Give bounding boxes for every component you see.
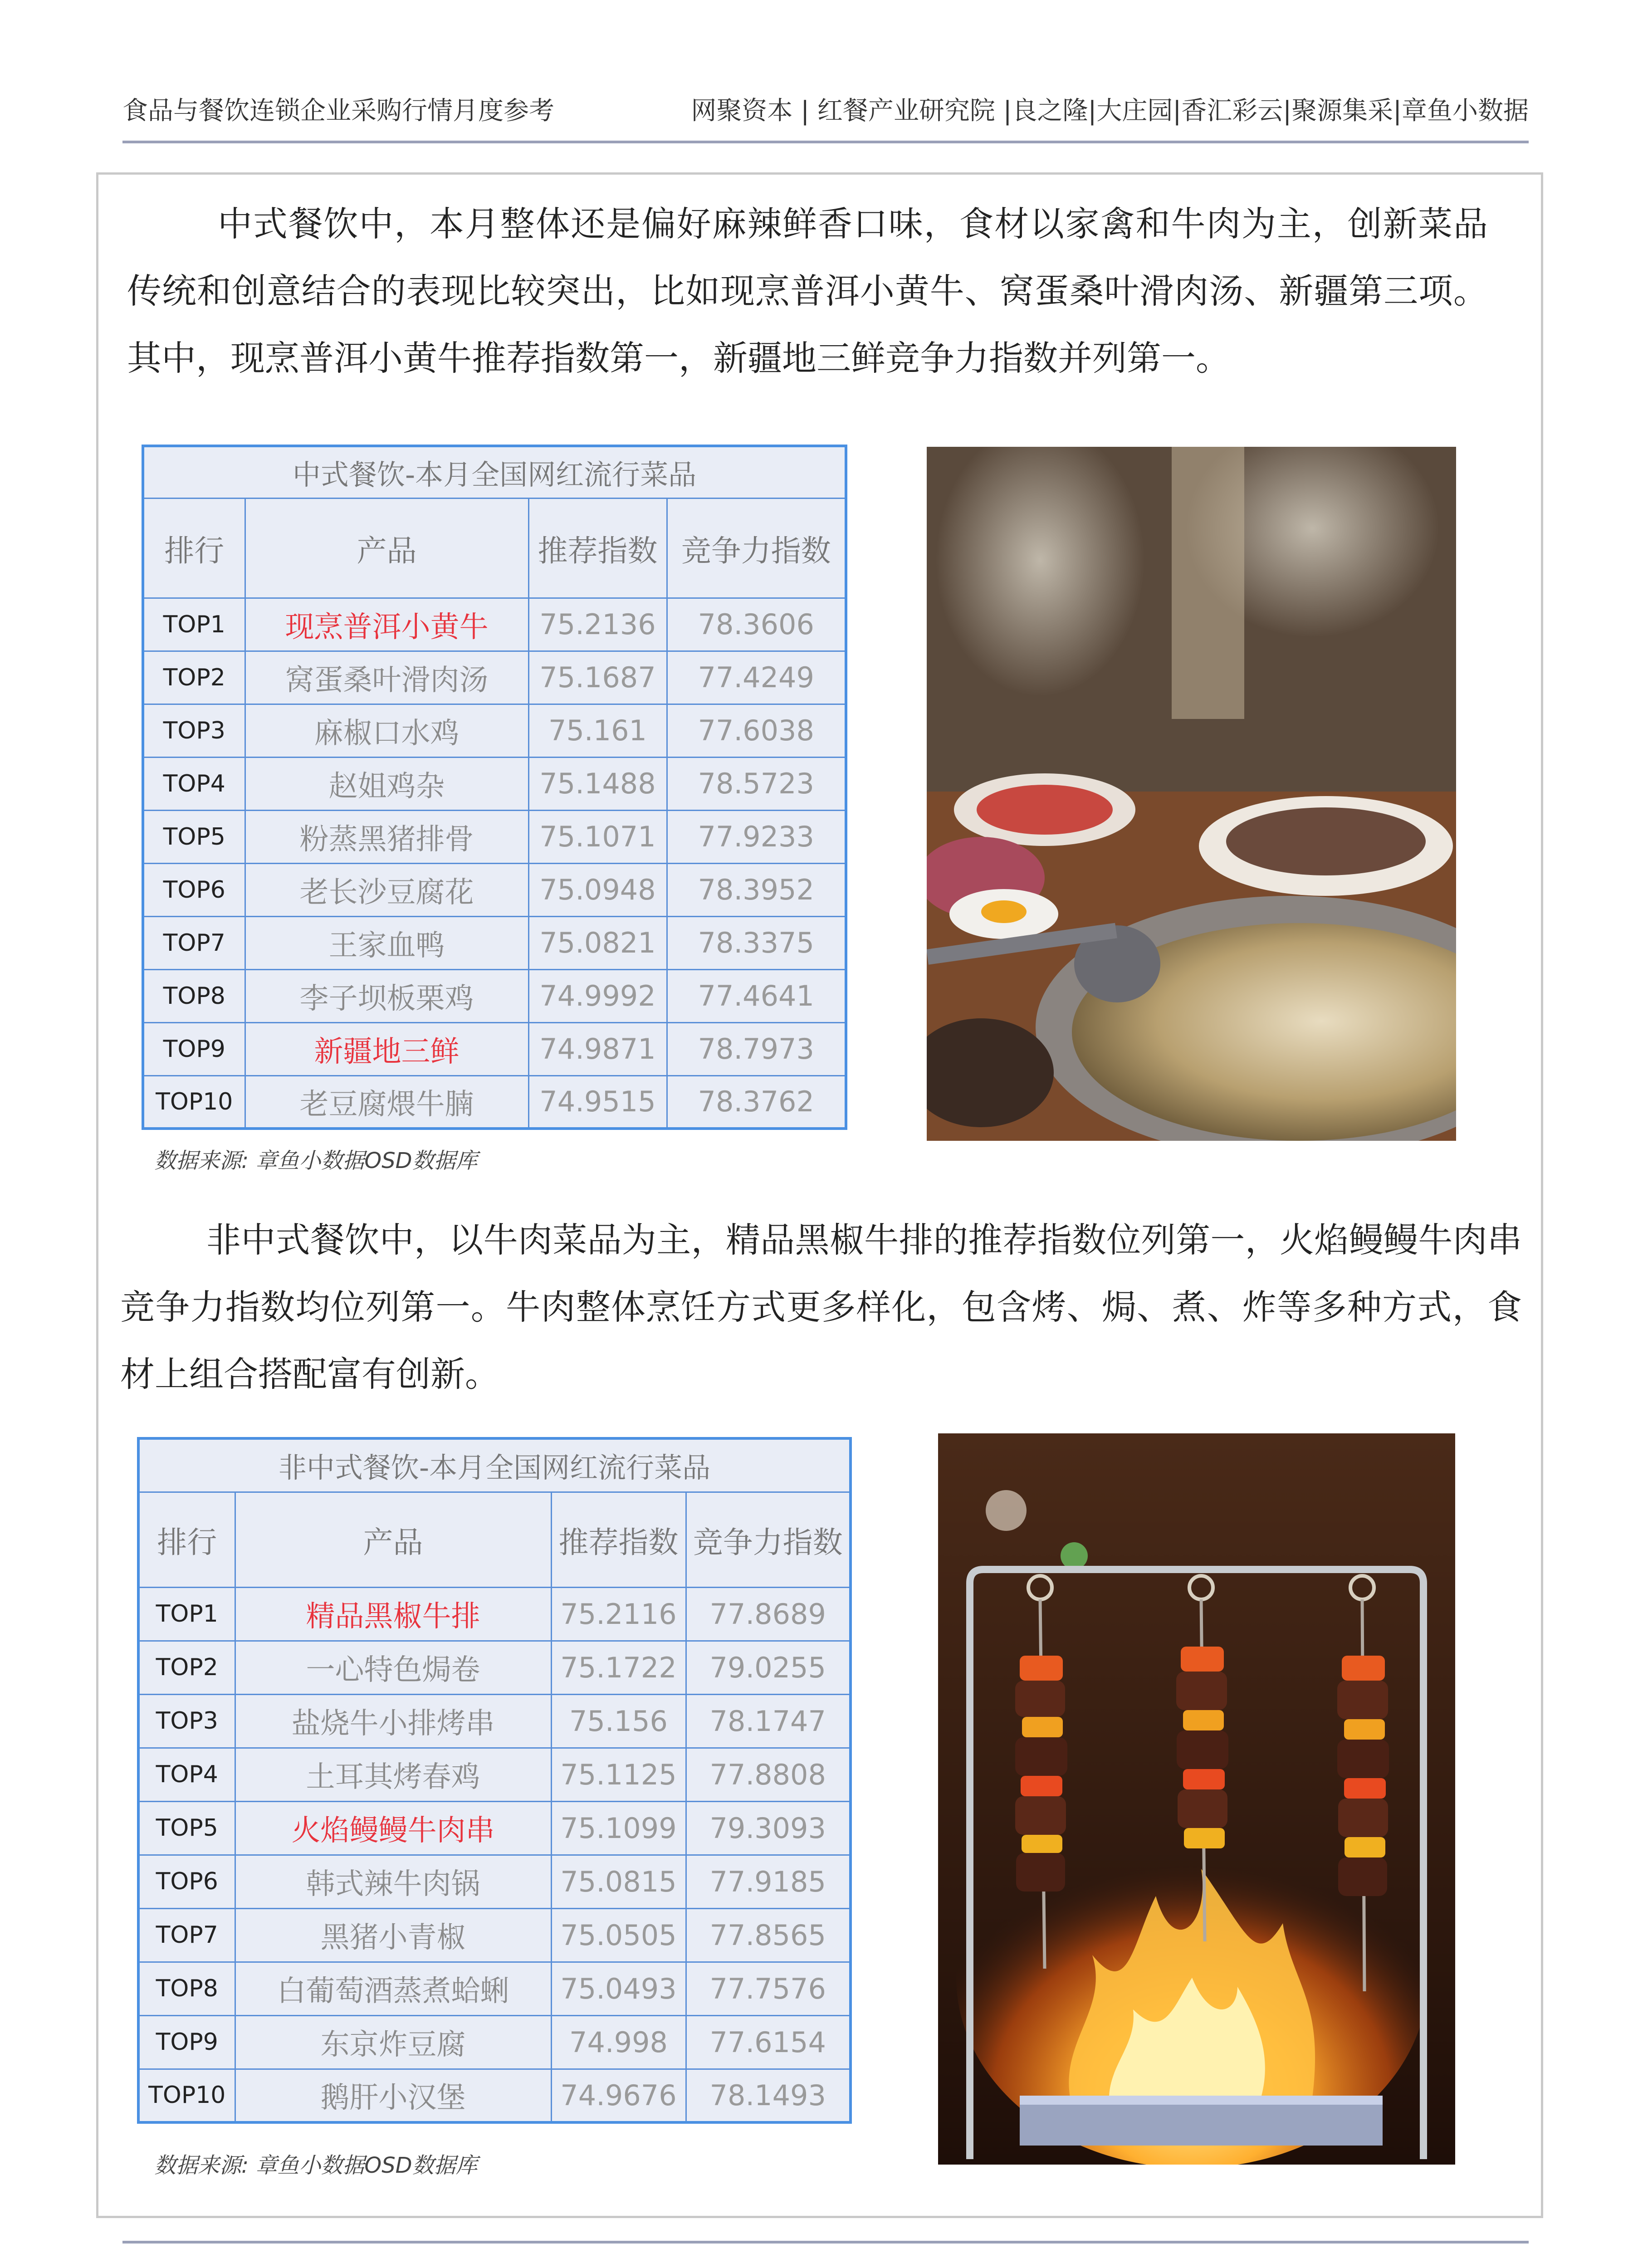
header-rank: 排行 (143, 498, 245, 598)
competitiveness-index-cell: 77.7576 (686, 1962, 851, 2015)
table-row (138, 1587, 851, 1641)
table-caption: 非中式餐饮-本月全国网红流行菜品 (138, 1438, 851, 1492)
table-row (138, 1641, 851, 1694)
rank-cell: TOP1 (138, 1587, 235, 1641)
hotpot-photo (927, 447, 1456, 1141)
competitiveness-index-cell: 78.1747 (686, 1694, 851, 1748)
product-cell: 鹅肝小汉堡 (235, 2069, 551, 2122)
rank-cell: TOP10 (138, 2069, 235, 2122)
non-chinese-dishes-table (137, 1437, 852, 2124)
competitiveness-index-cell: 77.8565 (686, 1908, 851, 1962)
product-cell: 粉蒸黑猪排骨 (245, 810, 528, 863)
competitiveness-index-cell: 77.4641 (667, 969, 846, 1022)
section1-paragraph: 中式餐饮中，本月整体还是偏好麻辣鲜香口味，食材以家禽和牛肉为主，创新菜品传统和创意结合的表现比较突出，比如现烹普洱小黄牛、窝蛋桑叶滑肉汤、新疆第三项。其中，现烹普洱小黄牛推荐指数第一，新疆地三鲜竞争力指数并列第一。 (127, 204, 1488, 378)
table-row (143, 810, 846, 863)
rank-cell: TOP8 (143, 969, 245, 1022)
product-cell: 盐烧牛小排烤串 (235, 1694, 551, 1748)
recommend-index-cell: 75.0493 (551, 1962, 686, 2015)
rank-cell: TOP8 (138, 1962, 235, 2015)
competitiveness-index-cell: 77.8808 (686, 1748, 851, 1801)
recommend-index-cell: 75.1722 (551, 1641, 686, 1694)
competitiveness-index-cell: 77.9185 (686, 1855, 851, 1908)
table-row (143, 651, 846, 704)
rank-cell: TOP3 (143, 704, 245, 757)
product-cell: 老长沙豆腐花 (245, 863, 528, 916)
rank-cell: TOP1 (143, 598, 245, 651)
competitiveness-index-cell: 77.6038 (667, 704, 846, 757)
recommend-index-cell: 75.0821 (528, 916, 667, 969)
product-cell: 老豆腐煨牛腩 (245, 1075, 528, 1129)
competitiveness-index-cell: 78.3375 (667, 916, 846, 969)
table-row (138, 1748, 851, 1801)
product-cell: 麻椒口水鸡 (245, 704, 528, 757)
header-sources: 网聚资本 | 红餐产业研究院 |良之隆|大庄园|香汇彩云|聚源集采|章鱼小数据 (691, 96, 1529, 126)
competitiveness-index-cell: 77.9233 (667, 810, 846, 863)
header-product: 产品 (235, 1492, 551, 1587)
competitiveness-index-cell: 78.7973 (667, 1022, 846, 1075)
recommend-index-cell: 75.1125 (551, 1748, 686, 1801)
rank-cell: TOP7 (138, 1908, 235, 1962)
rank-cell: TOP9 (138, 2015, 235, 2069)
rank-cell: TOP2 (143, 651, 245, 704)
header-title: 食品与餐饮连锁企业采购行情月度参考 (122, 96, 554, 126)
footer-divider (122, 2241, 1529, 2244)
table-row (143, 1075, 846, 1129)
table-row (138, 2069, 851, 2122)
recommend-index-cell: 75.156 (551, 1694, 686, 1748)
rank-cell: TOP4 (143, 757, 245, 810)
page-header (122, 91, 1529, 127)
rank-cell: TOP3 (138, 1694, 235, 1748)
table-header-row (138, 1492, 851, 1587)
recommend-index-cell: 75.1099 (551, 1801, 686, 1855)
product-cell: 精品黑椒牛排 (235, 1587, 551, 1641)
recommend-index-cell: 75.0948 (528, 863, 667, 916)
product-cell: 东京炸豆腐 (235, 2015, 551, 2069)
competitiveness-index-cell: 78.3762 (667, 1075, 846, 1129)
header-competitiveness-index: 竞争力指数 (667, 498, 846, 598)
header-rank: 排行 (138, 1492, 235, 1587)
data-source-note: 数据来源: 章鱼小数据OSD数据库 (154, 1148, 478, 1173)
header-competitiveness-index: 竞争力指数 (686, 1492, 851, 1587)
product-cell: 窝蛋桑叶滑肉汤 (245, 651, 528, 704)
competitiveness-index-cell: 78.5723 (667, 757, 846, 810)
table-header-row (143, 498, 846, 598)
product-cell: 新疆地三鲜 (245, 1022, 528, 1075)
table-row (143, 598, 846, 651)
rank-cell: TOP5 (138, 1801, 235, 1855)
competitiveness-index-cell: 77.4249 (667, 651, 846, 704)
recommend-index-cell: 75.1687 (528, 651, 667, 704)
table-row (138, 1801, 851, 1855)
header-divider (122, 141, 1529, 143)
recommend-index-cell: 75.2116 (551, 1587, 686, 1641)
header-recommend-index: 推荐指数 (528, 498, 667, 598)
rank-cell: TOP6 (143, 863, 245, 916)
recommend-index-cell: 74.9515 (528, 1075, 667, 1129)
competitiveness-index-cell: 79.0255 (686, 1641, 851, 1694)
table-caption: 中式餐饮-本月全国网红流行菜品 (143, 446, 846, 498)
rank-cell: TOP5 (143, 810, 245, 863)
table-row (143, 863, 846, 916)
table-row (143, 969, 846, 1022)
competitiveness-index-cell: 79.3093 (686, 1801, 851, 1855)
data-source-note: 数据来源: 章鱼小数据OSD数据库 (154, 2153, 478, 2178)
competitiveness-index-cell: 78.3606 (667, 598, 846, 651)
section2-paragraph: 非中式餐饮中，以牛肉菜品为主，精品黑椒牛排的推荐指数位列第一，火焰鳗鳗牛肉串竞争力指数均位列第一。牛肉整体烹饪方式更多样化，包含烤、焗、煮、炸等多种方式，食材上组合搭配富有创新。 (120, 1220, 1522, 1394)
product-cell: 现烹普洱小黄牛 (245, 598, 528, 651)
recommend-index-cell: 75.0815 (551, 1855, 686, 1908)
product-cell: 火焰鳗鳗牛肉串 (235, 1801, 551, 1855)
recommend-index-cell: 75.161 (528, 704, 667, 757)
table-row (143, 757, 846, 810)
rank-cell: TOP7 (143, 916, 245, 969)
table-row (138, 1855, 851, 1908)
competitiveness-index-cell: 78.3952 (667, 863, 846, 916)
table-row (138, 1908, 851, 1962)
recommend-index-cell: 74.9992 (528, 969, 667, 1022)
rank-cell: TOP10 (143, 1075, 245, 1129)
recommend-index-cell: 75.1071 (528, 810, 667, 863)
competitiveness-index-cell: 77.6154 (686, 2015, 851, 2069)
product-cell: 土耳其烤春鸡 (235, 1748, 551, 1801)
competitiveness-index-cell: 78.1493 (686, 2069, 851, 2122)
product-cell: 韩式辣牛肉锅 (235, 1855, 551, 1908)
recommend-index-cell: 74.9676 (551, 2069, 686, 2122)
rank-cell: TOP2 (138, 1641, 235, 1694)
rank-cell: TOP6 (138, 1855, 235, 1908)
table-row (138, 1694, 851, 1748)
flaming-skewers-photo (938, 1433, 1455, 2165)
table-row (138, 2015, 851, 2069)
header-recommend-index: 推荐指数 (551, 1492, 686, 1587)
chinese-dishes-table (142, 445, 847, 1130)
table-row (143, 1022, 846, 1075)
product-cell: 赵姐鸡杂 (245, 757, 528, 810)
recommend-index-cell: 75.1488 (528, 757, 667, 810)
table-row (138, 1962, 851, 2015)
recommend-index-cell: 74.998 (551, 2015, 686, 2069)
product-cell: 黑猪小青椒 (235, 1908, 551, 1962)
product-cell: 李子坝板栗鸡 (245, 969, 528, 1022)
product-cell: 白葡萄酒蒸煮蛤蜊 (235, 1962, 551, 2015)
rank-cell: TOP9 (143, 1022, 245, 1075)
product-cell: 王家血鸭 (245, 916, 528, 969)
header-product: 产品 (245, 498, 528, 598)
table-row (143, 916, 846, 969)
recommend-index-cell: 75.0505 (551, 1908, 686, 1962)
product-cell: 一心特色焗卷 (235, 1641, 551, 1694)
recommend-index-cell: 74.9871 (528, 1022, 667, 1075)
table-row (143, 704, 846, 757)
recommend-index-cell: 75.2136 (528, 598, 667, 651)
rank-cell: TOP4 (138, 1748, 235, 1801)
competitiveness-index-cell: 77.8689 (686, 1587, 851, 1641)
